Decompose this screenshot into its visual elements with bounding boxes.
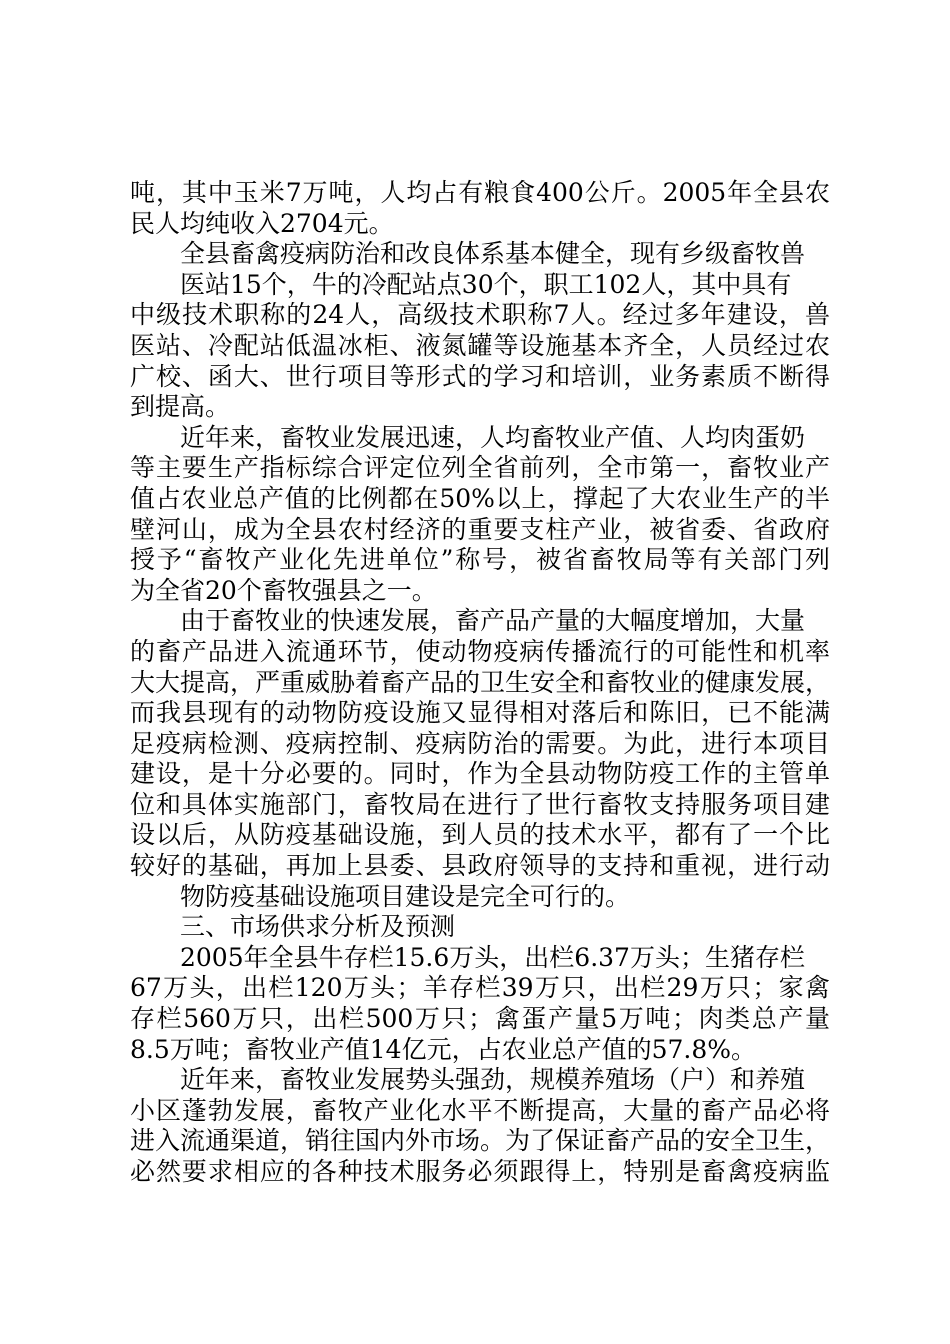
paragraph-line: 民人均纯收入2704元。	[130, 208, 394, 238]
paragraph-line: 近年来，畜牧业发展势头强劲，规模养殖场（户）和养殖	[180, 1065, 806, 1095]
paragraph-line: 物防疫基础设施项目建设是完全可行的。	[180, 881, 631, 911]
paragraph-line: 存栏560万只，出栏500万只；禽蛋产量5万吨；肉类总产量	[130, 1004, 830, 1034]
paragraph-line: 吨，其中玉米7万吨，人均占有粮食400公斤。2005年全县农	[130, 178, 830, 207]
paragraph-line: 大大提高，严重威胁着畜产品的卫生安全和畜牧业的健康发展，	[130, 667, 830, 697]
paragraph-line: 壁河山，成为全县农村经济的重要支柱产业，被省委、省政府	[130, 514, 830, 544]
paragraph-line: 小区蓬勃发展，畜牧产业化水平不断提高，大量的畜产品必将	[130, 1095, 830, 1125]
paragraph-line: 建设，是十分必要的。同时，作为全县动物防疫工作的主管单	[130, 759, 830, 789]
paragraph-line: 等主要生产指标综合评定位列全省前列，全市第一，畜牧业产	[130, 453, 830, 483]
paragraph-line: 全县畜禽疫病防治和改良体系基本健全，现有乡级畜牧兽	[180, 239, 806, 269]
paragraph-line: 足疫病检测、疫病控制、疫病防治的需要。为此，进行本项目	[130, 728, 830, 758]
section-heading: 三、市场供求分析及预测	[180, 912, 456, 942]
paragraph-line: 中级技术职称的24人，高级技术职称7人。经过多年建设，兽	[130, 300, 830, 330]
paragraph-line: 8.5万吨；畜牧业产值14亿元，占农业总产值的57.8%。	[130, 1034, 756, 1064]
paragraph-line: 的畜产品进入流通环节，使动物疫病传播流行的可能性和机率	[130, 636, 830, 666]
paragraph-line: 广校、函大、世行项目等形式的学习和培训，业务素质不断得	[130, 361, 830, 391]
paragraph-line: 进入流通渠道，销往国内外市场。为了保证畜产品的安全卫生，	[130, 1126, 830, 1156]
paragraph-line: 为全省20个畜牧强县之一。	[130, 575, 437, 605]
paragraph-line: 2005年全县牛存栏15.6万头，出栏6.37万头；生猪存栏	[180, 942, 805, 972]
paragraph-line: 近年来，畜牧业发展迅速，人均畜牧业产值、人均肉蛋奶	[180, 422, 806, 452]
paragraph-line: 设以后，从防疫基础设施，到人员的技术水平，都有了一个比	[130, 820, 830, 850]
paragraph-line: 授予“畜牧产业化先进单位”称号，被省畜牧局等有关部门列	[130, 545, 830, 575]
document-page	[130, 178, 830, 1188]
paragraph-line: 医站15个，牛的冷配站点30个，职工102人，其中具有	[180, 269, 792, 299]
paragraph-line: 而我县现有的动物防疫设施又显得相对落后和陈旧，已不能满	[130, 698, 830, 728]
paragraph-line: 到提高。	[130, 392, 231, 422]
paragraph-line: 由于畜牧业的快速发展，畜产品产量的大幅度增加，大量	[180, 606, 806, 636]
paragraph-line: 位和具体实施部门，畜牧局在进行了世行畜牧支持服务项目建	[130, 789, 830, 819]
paragraph-line: 必然要求相应的各种技术服务必须跟得上，特别是畜禽疫病监	[130, 1157, 830, 1186]
paragraph-line: 67万头，出栏120万头；羊存栏39万只，出栏29万只；家禽	[130, 973, 830, 1003]
paragraph-line: 较好的基础，再加上县委、县政府领导的支持和重视，进行动	[130, 851, 830, 881]
paragraph-line: 医站、冷配站低温冰柜、液氮罐等设施基本齐全，人员经过农	[130, 330, 830, 360]
paragraph-line: 值占农业总产值的比例都在50%以上，撑起了大农业生产的半	[130, 483, 830, 513]
